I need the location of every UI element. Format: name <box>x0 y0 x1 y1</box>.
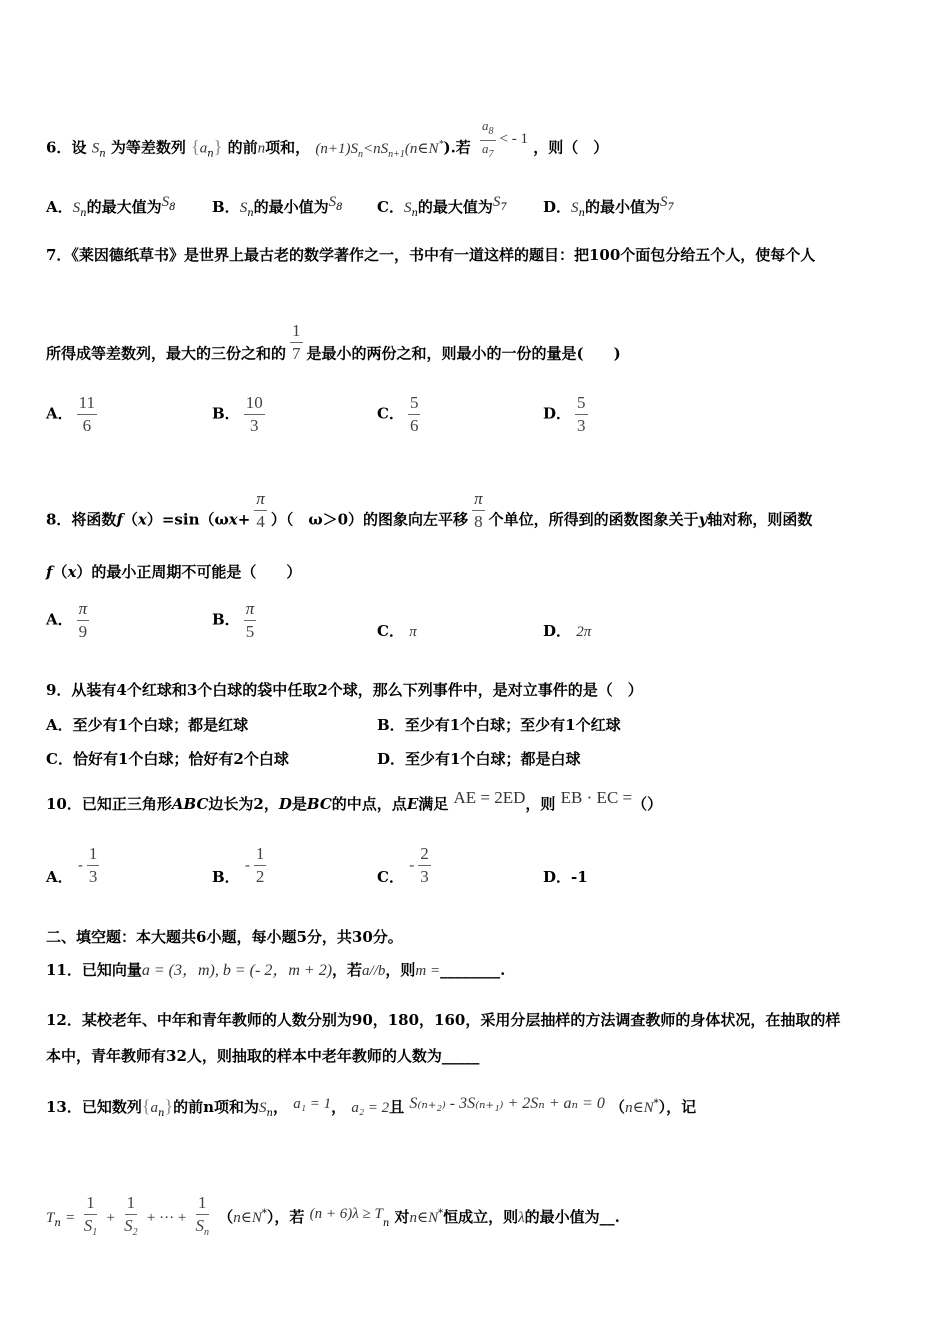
question-7-line-2: 所得成等差数列，最大的三份之和的 $\frac{1}{7}$ 是最小的两份之和，则最小的一份的量是( ) <box>46 321 621 363</box>
question-9-stem: 9．从装有4个红球和3个白球的袋中任取2个球，那么下列事件中，是对立事件的是（ ） <box>46 681 643 699</box>
question-10-stem: 10．已知正三角形ABC边长为2，D是BC的中点，点E满足 AE = 2ED，则 EB · EC =（） <box>46 788 663 813</box>
q8-option-c[interactable]: C． π <box>377 622 417 640</box>
q6-ratio-fraction: $\frac{a_8}{a_7}$ <box>482 118 494 160</box>
question-7-line-1: 7．《莱因德纸草书》是世界上最古老的数学著作之一，书中有一道这样的题目：把100个面包分给五个人，使每个人 <box>46 246 816 264</box>
question-11: 11．已知向量a = (3，m), b = (- 2，m + 2)，若a//b，则m =________. <box>46 961 506 979</box>
q8-option-b[interactable]: B． $\frac{\pi}{5}$ <box>212 599 255 641</box>
q10-option-b[interactable]: B． - $\frac{1}{2}$ <box>212 844 265 886</box>
section-2-heading: 二、填空题：本大题共6小题，每小题5分，共30分。 <box>46 928 403 946</box>
question-12-line-1: 12．某校老年、中年和青年教师的人数分别为90，180，160，采用分层抽样的方法调查教师的身体状况，在抽取的样 <box>46 1011 841 1029</box>
q6-option-d[interactable]: D．$S_n$的最小值为$S_7$ <box>543 194 674 219</box>
q11-vectors: a = (3，m), b = (- 2，m + 2) <box>141 962 333 979</box>
question-8-line-1: 8．将函数f（x）=sin（ωx+ $\frac{\pi}{4}$ ）（ ω＞0）的图象向左平移 $\frac{\pi}{8}$ 个单位，所得到的函数图象关于y轴对称，则函数 <box>46 489 813 531</box>
q10-option-a[interactable]: A． - $\frac{1}{3}$ <box>46 844 98 886</box>
q6-option-c[interactable]: C．$S_n$的最大值为$S_7$ <box>377 194 507 219</box>
q10-option-c[interactable]: C． - $\frac{2}{3}$ <box>377 844 429 886</box>
q8-option-d[interactable]: D． 2π <box>543 622 592 640</box>
question-12-line-2: 本中，青年教师有32人，则抽取的样本中老年教师的人数为_____ <box>46 1047 480 1065</box>
q9-option-d[interactable]: D．至少有1个白球；都是白球 <box>377 750 581 768</box>
q10-dot-product: EB · EC = <box>560 788 633 807</box>
q10-vector-condition: AE = 2ED <box>453 788 526 807</box>
q13-recurrence: S₍ₙ₊₂₎ - 3S₍ₙ₊₁₎ + 2Sₙ + aₙ = 0 <box>409 1095 605 1112</box>
q8-pi-over-4: $\frac{\pi}{4}$ <box>256 489 265 531</box>
q7-fraction: $\frac{1}{7}$ <box>292 321 301 363</box>
q11-parallel: a//b <box>362 963 386 979</box>
q7-option-d[interactable]: D． $\frac{5}{3}$ <box>543 393 586 435</box>
q8-option-a[interactable]: A． $\frac{\pi}{9}$ <box>46 599 88 641</box>
exam-page <box>46 0 908 1344</box>
question-13-line-2: $T_n$ = $\frac{1}{S_1}$ + $\frac{1}{S_2}$ + ··· + $\frac{1}{S_n}$ （n∈N*），若 $(n + 6)\lambda \ge T_n$ 对n∈N*恒成立，则λ的最小值为__. <box>46 1193 620 1238</box>
q6-option-b[interactable]: B．$S_n$的最小值为$S_8$ <box>212 194 343 219</box>
q9-option-a[interactable]: A．至少有1个白球；都是红球 <box>46 716 249 734</box>
q7-option-a[interactable]: A． $\frac{11}{6}$ <box>46 393 96 435</box>
q7-option-c[interactable]: C． $\frac{5}{6}$ <box>377 393 419 435</box>
question-8-line-2: f（x）的最小正周期不可能是（ ） <box>46 563 302 581</box>
q9-option-c[interactable]: C．恰好有1个白球；恰好有2个白球 <box>46 750 289 768</box>
question-6-stem: 6．设 $S_n$ 为等差数列 $\{a_n\}$ 的前n项和， $(n+1)S_n<nS_{n+1}(n\in N^*)$.若 $\frac{a_8}{a_7}$ < - 1 ，则（ ） <box>46 126 608 171</box>
q9-option-b[interactable]: B．至少有1个白球；至少有1个红球 <box>377 716 621 734</box>
q11-answer-blank[interactable]: ________ <box>440 961 501 979</box>
q6-option-a[interactable]: A．$S_n$的最大值为$S_8$ <box>46 194 176 219</box>
q8-pi-over-8: $\frac{\pi}{8}$ <box>474 489 483 531</box>
q6-inequality: $(n+1)S_n<nS_{n+1}(n\in N^*$ <box>315 138 444 160</box>
q10-option-d[interactable]: D．-1 <box>543 868 588 886</box>
question-13-line-1: 13．已知数列$\{a_n\}$的前n项和为$S_n$， a₁ = 1， a₂ = 2且 S₍ₙ₊₂₎ - 3S₍ₙ₊₁₎ + 2Sₙ + aₙ = 0 （n∈N*），记 <box>46 1095 697 1119</box>
q7-option-b[interactable]: B． $\frac{10}{3}$ <box>212 393 263 435</box>
